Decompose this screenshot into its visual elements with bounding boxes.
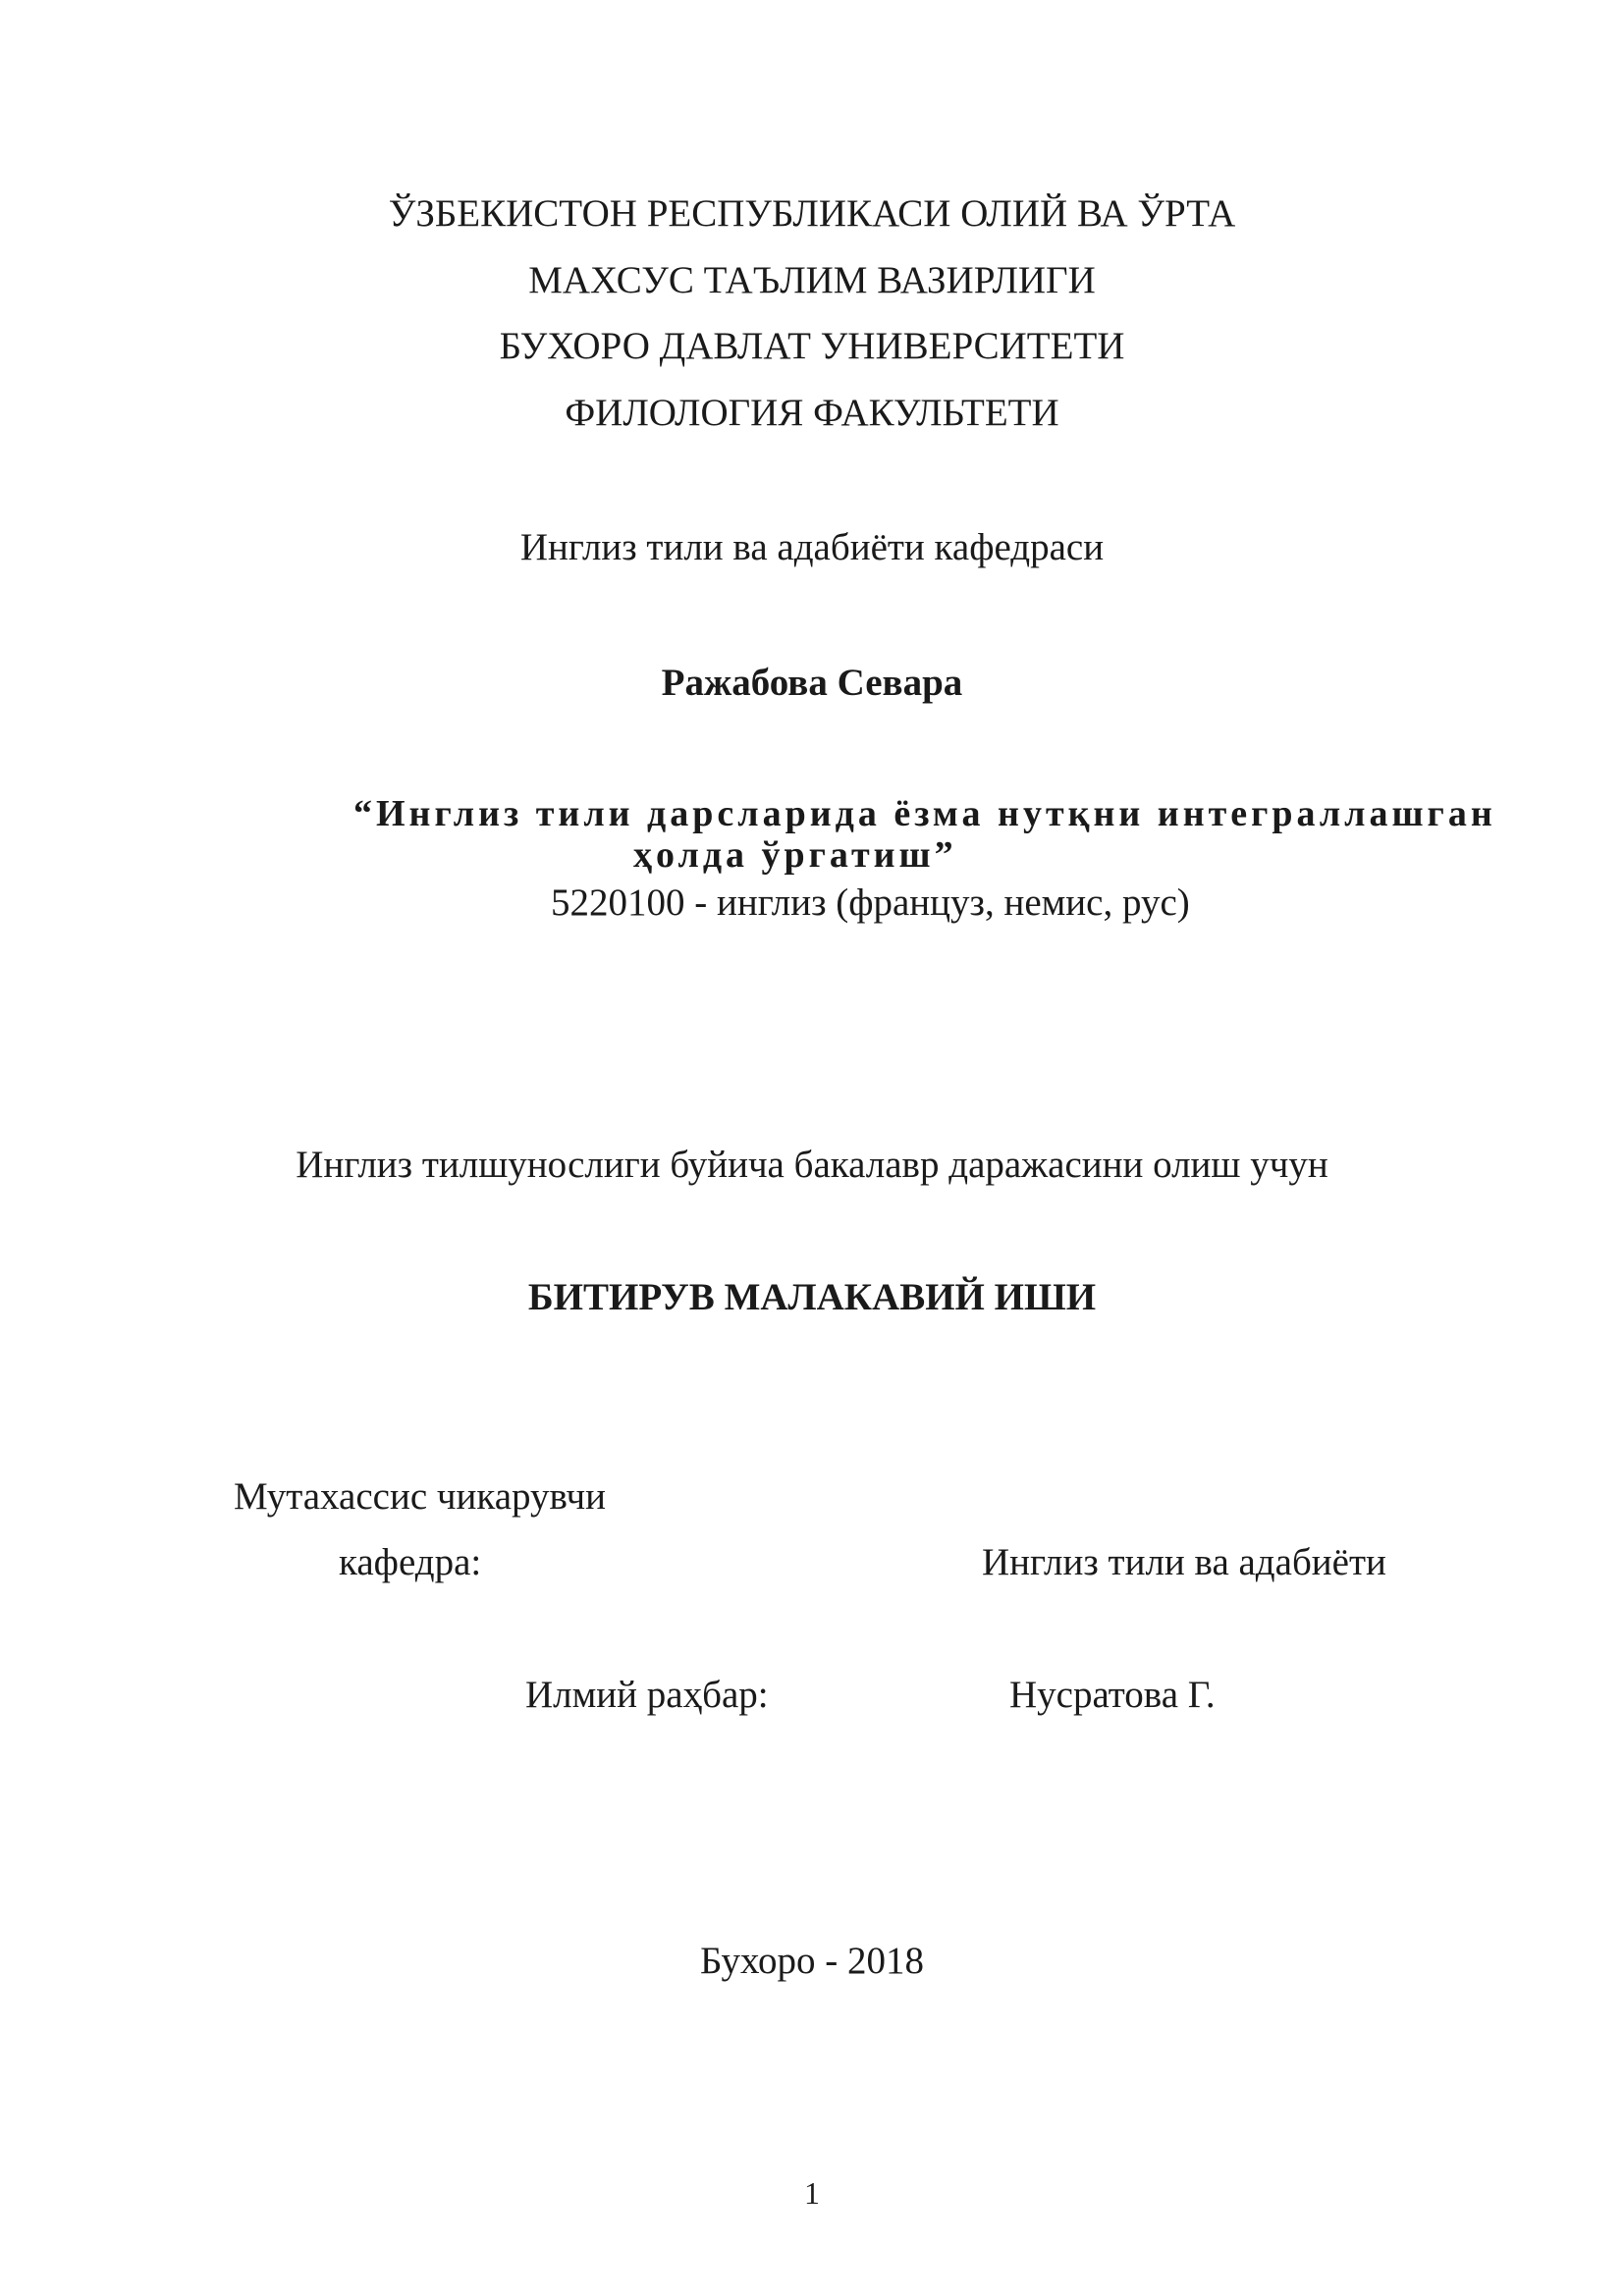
work-type-heading: БИТИРУВ МАЛАКАВИЙ ИШИ: [527, 1276, 1097, 1318]
degree-purpose: Инглиз тилшунослиги буйича бакалавр даражасини олиш учун: [296, 1144, 1328, 1186]
department-name: Инглиз тили ва адабиёти кафедраси: [519, 526, 1105, 568]
page-number: 1: [804, 2175, 820, 2211]
ministry-line-2: МАХСУС ТАЪЛИМ ВАЗИРЛИГИ: [528, 259, 1096, 301]
author-name: Ражабова Севара: [661, 662, 963, 704]
issuing-department-label-cont: кафедра:: [339, 1541, 482, 1583]
supervisor-name: Нусратова Г.: [1009, 1674, 1216, 1716]
ministry-line-1: ЎЗБЕКИСТОН РЕСПУБЛИКАСИ ОЛИЙ ВА ЎРТА: [388, 192, 1236, 235]
thesis-title-line-2: ҳолда ўргатиш”: [633, 834, 957, 876]
thesis-title-line-1: “Инглиз тили дарсларида ёзма нутқни интеграллашган: [353, 793, 1496, 834]
university-name: БУХОРО ДАВЛАТ УНИВЕРСИТЕТИ: [499, 325, 1125, 367]
place-and-year: Бухоро - 2018: [700, 1940, 924, 1982]
specialty-code: 5220100 - инглиз (француз, немис, рус): [551, 881, 1190, 924]
faculty-name: ФИЛОЛОГИЯ ФАКУЛЬТЕТИ: [565, 392, 1059, 434]
supervisor-label: Илмий раҳбар:: [525, 1674, 769, 1716]
issuing-department-label: Мутахассис чикарувчи: [234, 1475, 606, 1518]
issuing-department-value: Инглиз тили ва адабиёти: [982, 1541, 1386, 1583]
